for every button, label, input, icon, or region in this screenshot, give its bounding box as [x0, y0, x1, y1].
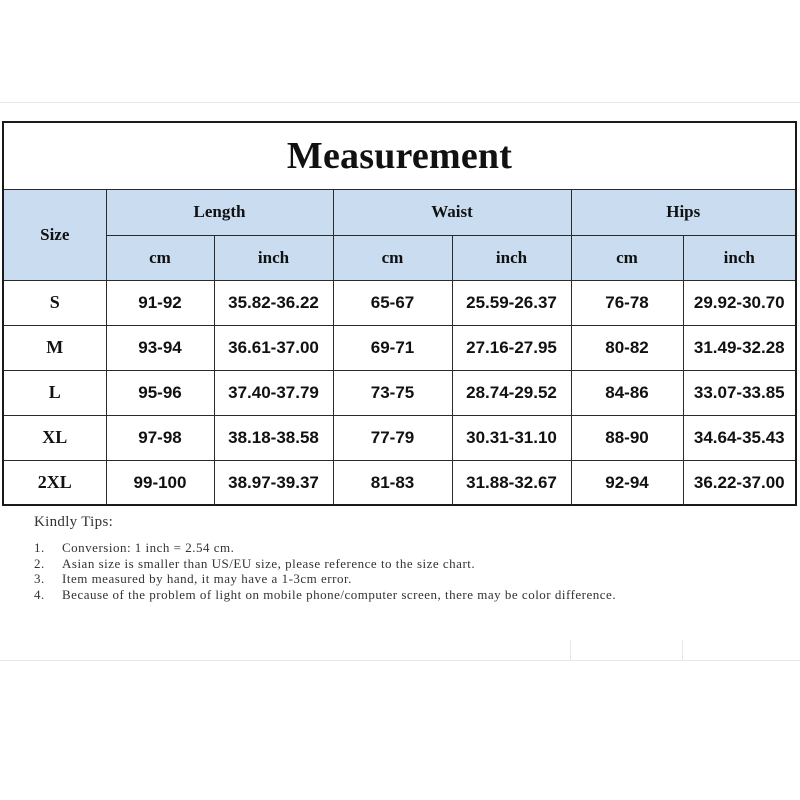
tip-number: 2. [34, 555, 45, 571]
table-cell: 95-96 [106, 370, 214, 415]
table-cell: 92-94 [571, 460, 683, 505]
table-cell: 69-71 [333, 325, 452, 370]
table-row [4, 370, 795, 415]
size-cell: M [4, 325, 106, 370]
table-row [4, 325, 795, 370]
table-row [4, 415, 795, 460]
table-cell: 31.88-32.67 [452, 460, 571, 505]
table-cell: 80-82 [571, 325, 683, 370]
tips-list [34, 540, 774, 602]
tip-item [34, 571, 774, 587]
measurement-chart [2, 121, 797, 506]
table-cell: 36.22-37.00 [683, 460, 795, 505]
unit-header: cm [106, 235, 214, 280]
table-cell: 35.82-36.22 [214, 280, 333, 325]
tip-text: Asian size is smaller than US/EU size, please reference to the size chart. [62, 555, 476, 571]
table-cell: 38.97-39.37 [214, 460, 333, 505]
table-cell: 36.61-37.00 [214, 325, 333, 370]
tip-text: Conversion: 1 inch = 2.54 cm. [62, 540, 235, 555]
table-cell: 38.18-38.58 [214, 415, 333, 460]
size-header: Size [4, 190, 106, 280]
size-cell: 2XL [4, 460, 106, 505]
size-table [4, 190, 795, 505]
table-cell: 34.64-35.43 [683, 415, 795, 460]
table-cell: 33.07-33.85 [683, 370, 795, 415]
group-header-length: Length [106, 190, 333, 235]
table-cell: 30.31-31.10 [452, 415, 571, 460]
unit-header: cm [333, 235, 452, 280]
table-row [4, 280, 795, 325]
unit-header: inch [214, 235, 333, 280]
tips-heading: Kindly Tips: [34, 514, 114, 530]
top-divider [0, 102, 800, 103]
table-cell: 84-86 [571, 370, 683, 415]
bottom-divider [0, 660, 800, 661]
table-cell: 65-67 [333, 280, 452, 325]
table-cell: 29.92-30.70 [683, 280, 795, 325]
tip-text: Item measured by hand, it may have a 1-3cm error. [62, 571, 352, 586]
table-cell: 73-75 [333, 370, 452, 415]
tip-number: 3. [34, 571, 45, 586]
table-cell: 81-83 [333, 460, 452, 505]
table-cell: 37.40-37.79 [214, 370, 333, 415]
size-cell: S [4, 280, 106, 325]
table-cell: 99-100 [106, 460, 214, 505]
chart-title: Measurement [4, 123, 795, 190]
table-cell: 25.59-26.37 [452, 280, 571, 325]
table-cell: 76-78 [571, 280, 683, 325]
unit-header: inch [452, 235, 571, 280]
tip-item [34, 556, 774, 572]
table-cell: 28.74-29.52 [452, 370, 571, 415]
divider-tick [682, 640, 683, 660]
group-header-hips: Hips [571, 190, 795, 235]
divider-tick [570, 640, 571, 660]
tip-text: Because of the problem of light on mobile phone/computer screen, there may be color difference. [62, 586, 617, 602]
unit-header: inch [683, 235, 795, 280]
tip-item [34, 587, 774, 603]
unit-header: cm [571, 235, 683, 280]
tip-number: 4. [34, 586, 45, 602]
table-row [4, 460, 795, 505]
size-cell: L [4, 370, 106, 415]
table-cell: 91-92 [106, 280, 214, 325]
table-cell: 93-94 [106, 325, 214, 370]
tip-item [34, 540, 774, 556]
group-header-waist: Waist [333, 190, 571, 235]
tip-number: 1. [34, 540, 45, 555]
table-cell: 77-79 [333, 415, 452, 460]
kindly-tips [34, 514, 774, 602]
table-cell: 88-90 [571, 415, 683, 460]
size-cell: XL [4, 415, 106, 460]
table-cell: 31.49-32.28 [683, 325, 795, 370]
table-cell: 27.16-27.95 [452, 325, 571, 370]
table-cell: 97-98 [106, 415, 214, 460]
